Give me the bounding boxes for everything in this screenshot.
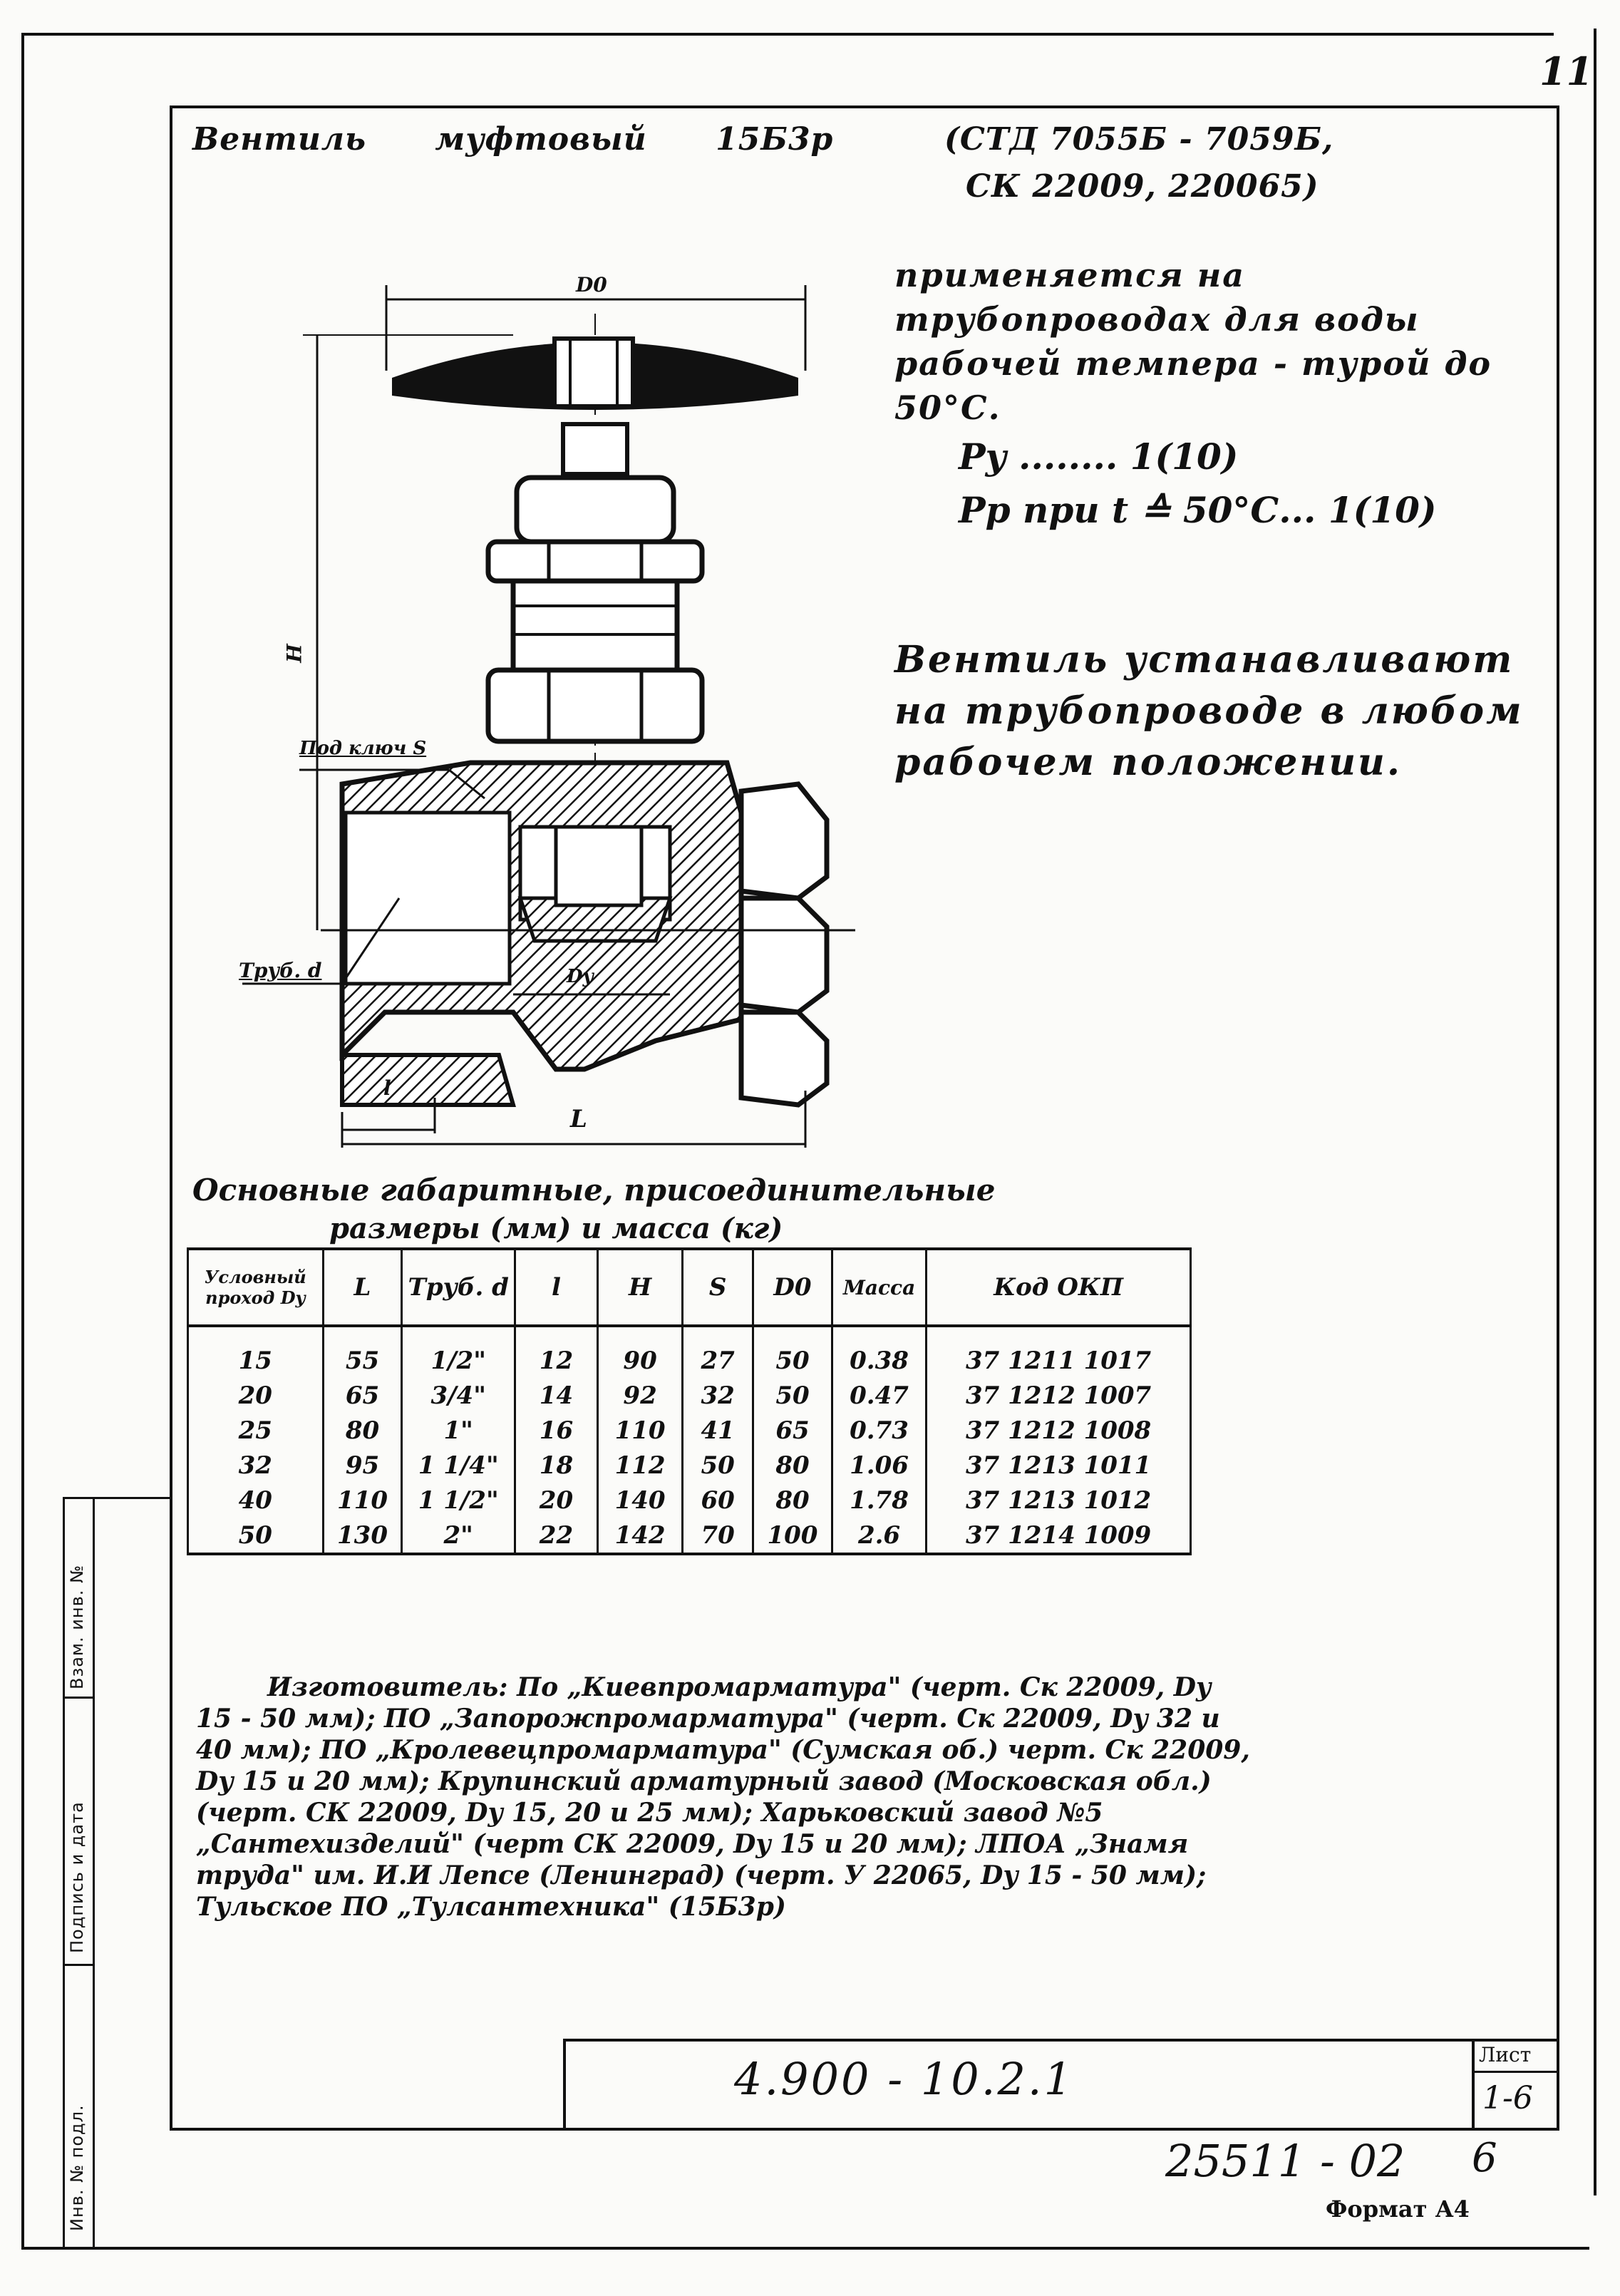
cell: 2" [402, 1518, 515, 1554]
cell: 142 [597, 1518, 682, 1554]
cell: 3/4" [402, 1378, 515, 1413]
col-mass: Масса [832, 1249, 926, 1326]
cell: 1 1/4" [402, 1448, 515, 1483]
cell: 32 [683, 1378, 753, 1413]
dimensions-table [187, 1247, 1192, 1555]
table-row [188, 1413, 1191, 1448]
cell: 12 [515, 1326, 598, 1378]
cell: 140 [597, 1483, 682, 1518]
frame-top [21, 33, 1554, 36]
cell: 20 [188, 1378, 324, 1413]
cell: 40 [188, 1483, 324, 1518]
table-row [188, 1326, 1191, 1378]
cell: 100 [753, 1518, 832, 1554]
cell: 110 [323, 1483, 402, 1518]
cell: 37 1213 1011 [927, 1448, 1191, 1483]
inner-frame-right [1557, 105, 1559, 2130]
cell: 15 [188, 1326, 324, 1378]
cell: 95 [323, 1448, 402, 1483]
title-type: муфтовый [435, 121, 647, 158]
cell: 37 1214 1009 [927, 1518, 1191, 1554]
stamp-div-1 [63, 1497, 170, 1499]
col-l: l [515, 1249, 598, 1326]
cell: 50 [683, 1448, 753, 1483]
title-code: 15Б3р [716, 121, 834, 158]
inner-frame-top [170, 105, 1559, 108]
valve-drawing [214, 271, 884, 1148]
cell: 110 [597, 1413, 682, 1448]
sheet-value: 1-6 [1482, 2080, 1533, 2116]
label-h: H [282, 644, 306, 663]
page-number: 11 [1539, 48, 1594, 94]
cell: 37 1212 1008 [927, 1413, 1191, 1448]
frame-left [21, 33, 24, 2250]
cell: 70 [683, 1518, 753, 1554]
py-label: Py ........ 1(10) [959, 436, 1239, 478]
label-d0: D0 [576, 273, 607, 297]
label-l-big: L [570, 1105, 587, 1133]
cell: 92 [597, 1378, 682, 1413]
label-wrench: Под ключ S [299, 738, 427, 759]
titleblock-top [563, 2039, 1557, 2042]
cell: 80 [753, 1483, 832, 1518]
cell: 0.73 [832, 1413, 926, 1448]
table-header-row [188, 1249, 1191, 1326]
label-pipe: Труб. d [239, 959, 322, 982]
cell: 14 [515, 1378, 598, 1413]
cell: 37 1213 1012 [927, 1483, 1191, 1518]
col-pipe: Труб. d [402, 1249, 515, 1326]
title-name: Вентиль [192, 121, 367, 158]
format-label: Формат А4 [1326, 2195, 1470, 2223]
cell: 0.47 [832, 1378, 926, 1413]
cell: 27 [683, 1326, 753, 1378]
col-S: S [683, 1249, 753, 1326]
cell: 37 1211 1017 [927, 1326, 1191, 1378]
install-text: Вентиль устанавливают на трубопроводе в любом рабочем положении. [894, 638, 1524, 784]
cell: 37 1212 1007 [927, 1378, 1191, 1413]
cell: 1.06 [832, 1448, 926, 1483]
table-row [188, 1483, 1191, 1518]
cell: 50 [188, 1518, 324, 1554]
col-D0: D0 [753, 1249, 832, 1326]
cell: 1.78 [832, 1483, 926, 1518]
cell: 65 [753, 1413, 832, 1448]
bottom-number: 25511 - 02 [1165, 2135, 1405, 2187]
cell: 60 [683, 1483, 753, 1518]
stamp-col-left [63, 1497, 65, 2247]
cell: 80 [323, 1413, 402, 1448]
title-standards-2: СК 22009, 220065) [966, 168, 1319, 205]
cell: 50 [753, 1378, 832, 1413]
table-row [188, 1378, 1191, 1413]
cell: 65 [323, 1378, 402, 1413]
inner-frame-left [170, 105, 172, 2130]
cell: 90 [597, 1326, 682, 1378]
titleblock-sheet-sep [1472, 2039, 1475, 2130]
cell: 50 [753, 1326, 832, 1378]
pp-label: Pp при t ≙ 50°С... 1(10) [959, 489, 1437, 531]
sheet-label: Лист [1479, 2043, 1532, 2066]
table-row [188, 1518, 1191, 1554]
cell: 32 [188, 1448, 324, 1483]
bottom-page: 6 [1472, 2135, 1497, 2181]
stamp-inv: Инв. № подл. [67, 2104, 87, 2231]
cell: 2.6 [832, 1518, 926, 1554]
stamp-replace: Взам. инв. № [67, 1565, 87, 1689]
cell: 18 [515, 1448, 598, 1483]
frame-bottom [21, 2247, 1589, 2250]
cell: 130 [323, 1518, 402, 1554]
col-L: L [323, 1249, 402, 1326]
stamp-div-2 [63, 1697, 95, 1699]
col-H: H [597, 1249, 682, 1326]
cell: 0.38 [832, 1326, 926, 1378]
titleblock-left [563, 2039, 566, 2130]
cell: 1 1/2" [402, 1483, 515, 1518]
cell: 16 [515, 1413, 598, 1448]
cell: 25 [188, 1413, 324, 1448]
doc-number: 4.900 - 10.2.1 [734, 2053, 1075, 2105]
title-standards-1: (СТД 7055Б - 7059Б, [944, 121, 1334, 158]
cell: 41 [683, 1413, 753, 1448]
table-row [188, 1448, 1191, 1483]
table-caption-2: размеры (мм) и масса (кг) [329, 1212, 783, 1245]
stamp-sign: Подпись и дата [67, 1801, 87, 1953]
table-caption-1: Основные габаритные, присоединительные [192, 1173, 996, 1208]
cell: 55 [323, 1326, 402, 1378]
cell: 112 [597, 1448, 682, 1483]
cell: 22 [515, 1518, 598, 1554]
cell: 80 [753, 1448, 832, 1483]
cell: 20 [515, 1483, 598, 1518]
application-text: применяется на трубопроводах для воды рабочей темпера - турой до 50°С. [894, 256, 1492, 427]
cell: 1" [402, 1413, 515, 1448]
inner-frame-bottom [170, 2128, 1559, 2131]
label-l-small: l [383, 1076, 391, 1100]
col-dy: Условный проход Dy [188, 1249, 324, 1326]
col-okp: Код ОКП [927, 1249, 1191, 1326]
stamp-col-right [93, 1497, 95, 2247]
stamp-div-3 [63, 1964, 95, 1966]
title-row [192, 121, 833, 158]
cell: 1/2" [402, 1326, 515, 1378]
frame-right [1594, 29, 1596, 2195]
label-dy: Dy [567, 966, 594, 987]
producers-text: Изготовитель: По „Киевпромарматура" (черт. Ск 22009, Dy 15 - 50 мм); ПО „Запорожпромарматура" (черт. Ск 22009, Dy 32 и 40 мм); ПО „Кролевецпромарматура" (Сумская об.) черт. Ск 22009, Dy 15 и 20 мм); Крупинский арматурный завод (Московская обл.) (черт. СК 22009, Dy 15, 20 и 25 мм); Харьковский завод №5 „Сантехизделий" (черт СК 22009, Dy 15 и 20 мм); ЛПОА „Знамя труда" им. И.И Лепсе (Ленинград) (черт. У 22065, Dy 15 - 50 мм); Тульское ПО „Тулсантехника" (15Б3р) [196, 1672, 1250, 1922]
titleblock-sheet-hline [1472, 2071, 1557, 2073]
